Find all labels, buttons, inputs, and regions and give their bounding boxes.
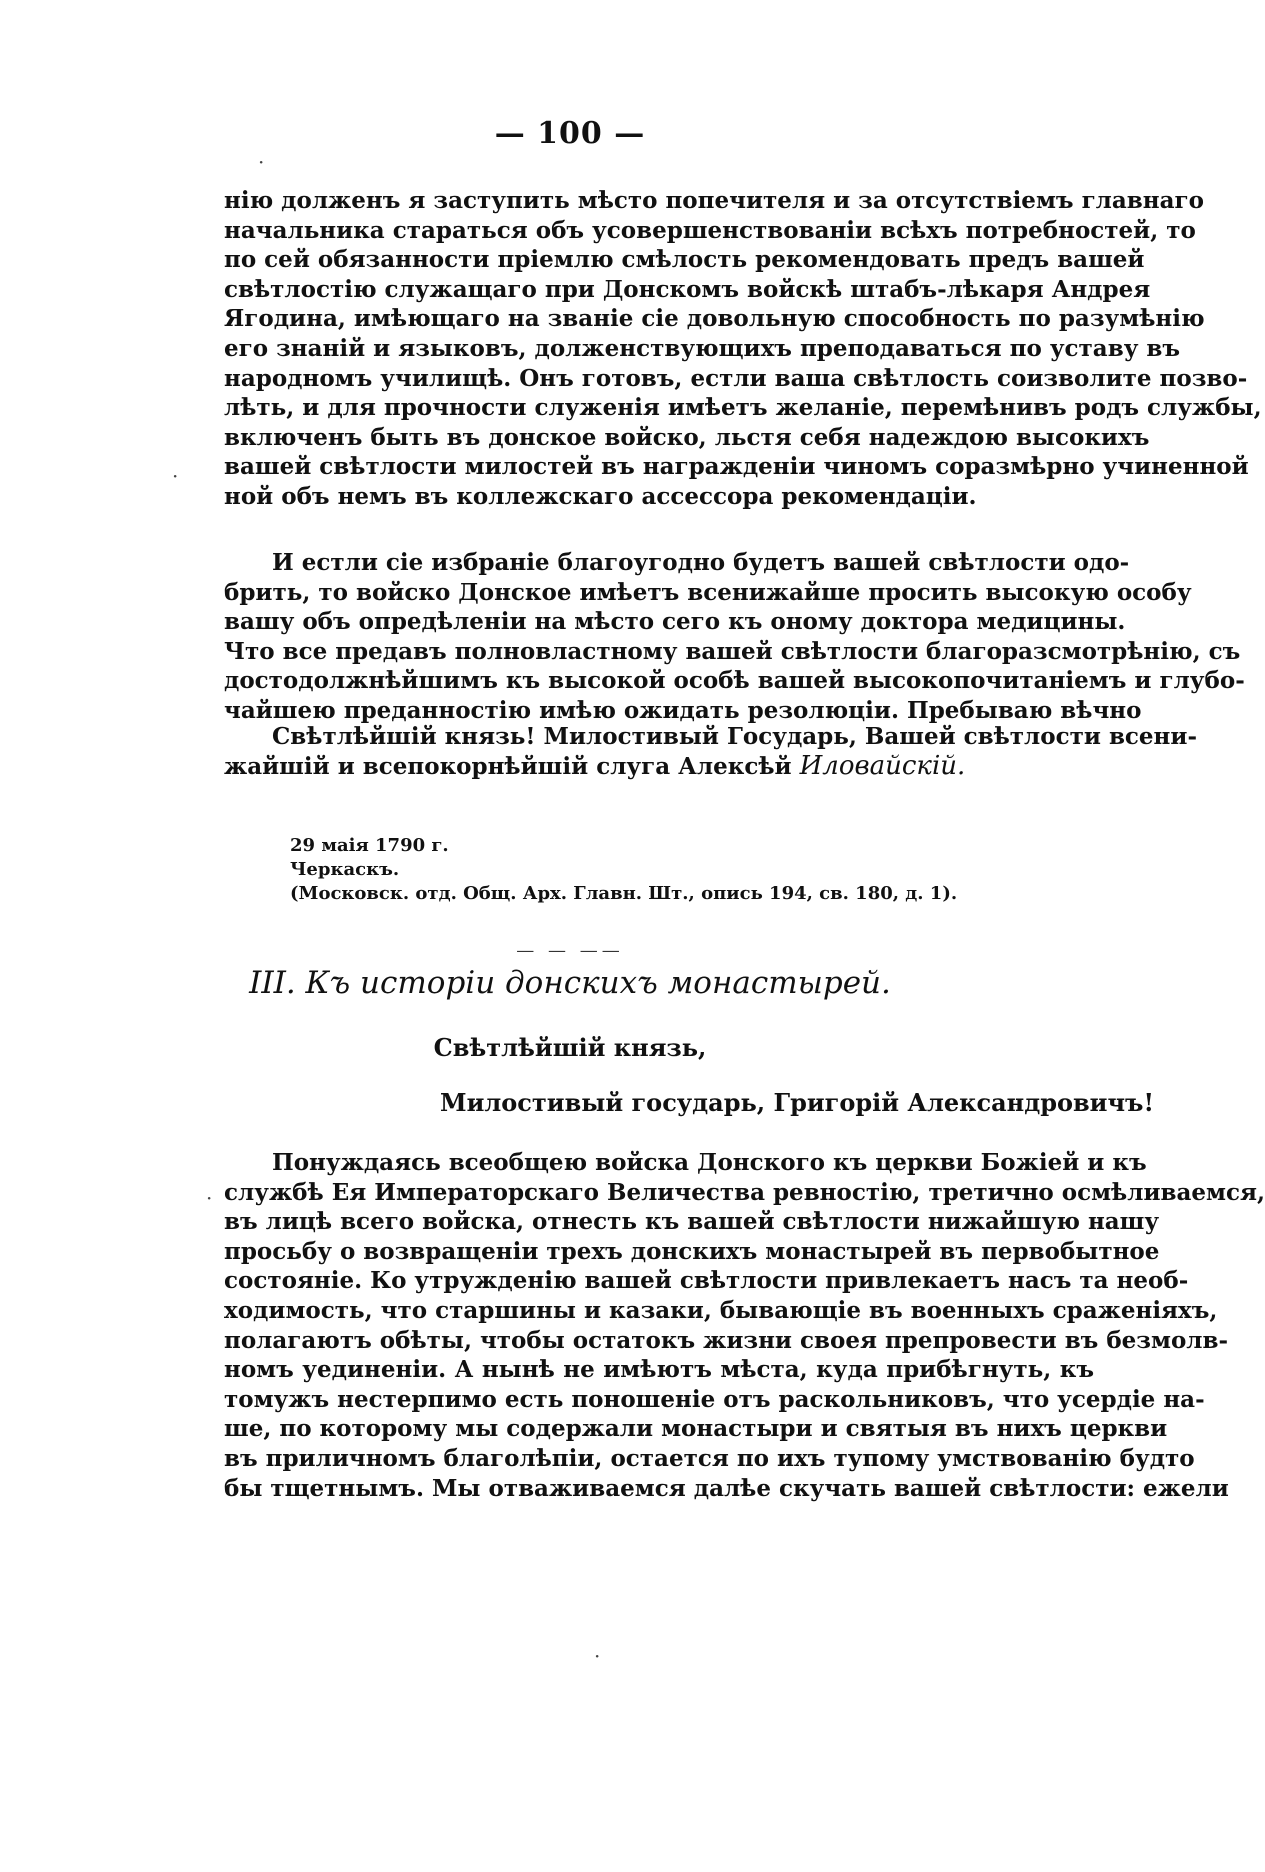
text-line: брить, то войско Донское имѣетъ всенижайше просить высокую особу — [224, 578, 1192, 606]
letter-footer — [290, 834, 957, 906]
text-line: вашу объ опредѣленіи на мѣсто сего къ оному доктора медицины. — [224, 608, 1126, 636]
text-line: просьбу о возвращеніи трехъ донскихъ монастырей въ первобытное — [224, 1237, 1160, 1265]
salutation-address: Милостивый государь, Григорій Александровичъ! — [440, 1088, 1154, 1117]
text-line: начальника стараться объ усовершенствованіи всѣхъ потребностей, то — [224, 216, 1196, 244]
text-line: службѣ Ея Императорскаго Величества ревностію, третично осмѣливаемся, — [224, 1178, 1265, 1206]
text-line: включенъ быть въ донское войско, льстя себя надеждою высокихъ — [224, 423, 1150, 451]
text-line: Что все предавъ полновластному вашей свѣтлости благоразсмотрѣнію, съ — [224, 637, 1241, 665]
text-line: Понуждаясь всеобщею войска Донского къ церкви Божіей и къ — [272, 1149, 1147, 1176]
text-line: его знаній и языковъ, долженствующихъ преподаваться по уставу въ — [224, 334, 1181, 362]
letter-paragraph-1 — [224, 186, 1262, 512]
text-line: народномъ училищѣ. Онъ готовъ, естли ваша свѣтлость соизволите позво- — [224, 364, 1248, 392]
text-line: лѣть, и для прочности служенія имѣетъ желаніе, перемѣнивъ родъ службы, — [224, 394, 1262, 422]
signature-line — [224, 752, 1094, 782]
text-line: чайшею преданностію имѣю ожидать резолюціи. Пребываю вѣчно — [224, 696, 1142, 724]
closing-text: жайшій и всепокорнѣйшій слуга Алексѣй — [224, 752, 792, 780]
text-line: въ приличномъ благолѣпіи, остается по ихъ тупому умствованію будто — [224, 1444, 1195, 1472]
text-line: И естли сіе избраніе благоугодно будетъ вашей свѣтлости одо- — [272, 549, 1130, 576]
text-line: ше, по которому мы содержали монастыри и святыя въ нихъ церкви — [224, 1415, 1168, 1443]
margin-speck: · — [594, 1644, 601, 1668]
text-line: въ лицѣ всего войска, отнесть къ вашей свѣтлости нижайшую нашу — [224, 1208, 1160, 1236]
text-line: нію долженъ я заступить мѣсто попечителя и за отсутствіемъ главнаго — [224, 187, 1204, 214]
text-line: ной объ немъ въ коллежскаго ассессора рекомендаціи. — [224, 482, 977, 510]
page-number: — 100 — — [494, 116, 646, 151]
archive-reference: (Московск. отд. Общ. Арх. Главн. Шт., опись 194, св. 180, д. 1). — [290, 883, 958, 904]
letter-paragraph-2 — [224, 548, 1245, 726]
text-line: номъ уединеніи. А нынѣ не имѣютъ мѣста, куда прибѣгнуть, къ — [224, 1356, 1094, 1384]
section-divider: — — —— — [516, 940, 624, 961]
text-line: по сей обязанности пріемлю смѣлость рекомендовать предъ вашей — [224, 246, 1145, 274]
letter-place: Черкаскъ. — [290, 859, 400, 880]
margin-speck: · — [258, 150, 265, 174]
text-line: томужъ нестерпимо есть поношеніе отъ раскольниковъ, что усердіе на- — [224, 1385, 1205, 1413]
text-line: бы тщетнымъ. Мы отваживаемся далѣе скучать вашей свѣтлости: ежели — [224, 1474, 1229, 1502]
text-line: Ягодина, имѣющаго на званіе сіе довольную способность по разумѣнію — [224, 305, 1205, 333]
text-line: вашей свѣтлости милостей въ награжденіи чиномъ соразмѣрно учиненной — [224, 453, 1249, 481]
signer-name: Иловайскій. — [799, 750, 966, 781]
text-line: достодолжнѣйшимъ къ высокой особѣ вашей высокопочитаніемъ и глубо- — [224, 667, 1245, 695]
text-line: полагаютъ обѣты, чтобы остатокъ жизни своея препровести въ безмолв- — [224, 1326, 1229, 1354]
letter-date: 29 маія 1790 г. — [290, 835, 449, 856]
letter-closing — [224, 722, 1197, 781]
text-line: состояніе. Ко утружденію вашей свѣтлости привлекаетъ насъ та необ- — [224, 1267, 1189, 1295]
text-line: ходимость, что старшины и казаки, бывающіе въ военныхъ сраженіяхъ, — [224, 1296, 1218, 1324]
section-paragraph-1 — [224, 1148, 1265, 1503]
margin-speck: · — [206, 1186, 213, 1210]
margin-speck: · — [172, 464, 179, 488]
section-heading: III. Къ исторіи донскихъ монастырей. — [249, 965, 891, 1001]
text-line: свѣтлостію служащаго при Донскомъ войскѣ штабъ-лѣкаря Андрея — [224, 275, 1151, 303]
salutation-title: Свѣтлѣйшій князь, — [433, 1033, 707, 1062]
text-line: Свѣтлѣйшій князь! Милостивый Государь, Вашей свѣтлости всени- — [272, 723, 1197, 750]
